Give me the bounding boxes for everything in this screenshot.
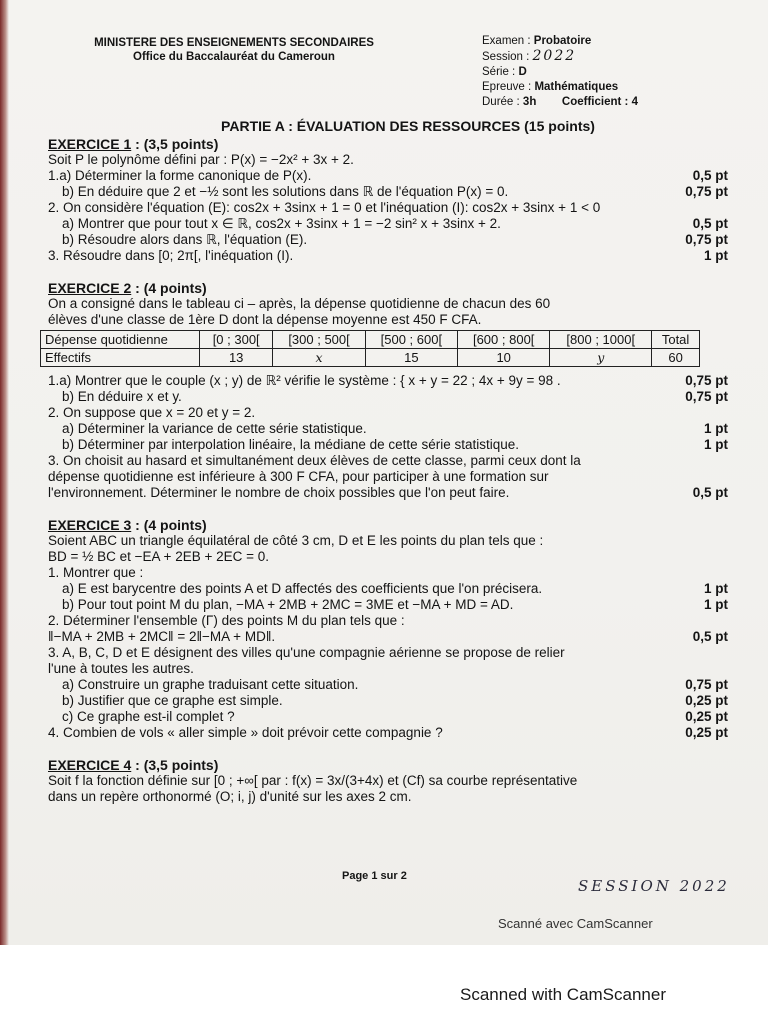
table-cell: [600 ; 800[: [458, 331, 550, 349]
question-line: [48, 184, 728, 200]
table-cell: Effectifs: [41, 349, 200, 367]
question-text: 3. On choisit au hasard et simultanément deux élèves de cette classe, parmi ceux dont la: [48, 453, 581, 468]
question-line: [48, 597, 728, 613]
question-line: [48, 645, 728, 661]
handwritten-session: SESSION 2022: [578, 877, 730, 895]
exam-document: [45, 30, 728, 805]
exercise-2-intro-2: élèves d'une classe de 1ère D dont la dépense moyenne est 450 F CFA.: [48, 312, 482, 327]
exam-info: [482, 34, 638, 110]
question-line: [48, 152, 728, 168]
camscanner-watermark: Scanné avec CamScanner: [498, 916, 653, 931]
table-cell: Dépense quotidienne: [41, 331, 200, 349]
question-text: 1. Montrer que :: [48, 565, 144, 580]
question-line: [48, 581, 728, 597]
question-text: 3. Résoudre dans [0; 2π[, l'inéquation (I).: [48, 248, 294, 263]
question-points: 1 pt: [703, 248, 728, 263]
question-line: [48, 565, 728, 581]
question-line: [48, 200, 728, 216]
question-text: b) En déduire x et y.: [62, 389, 182, 404]
question-text: 1.a) Montrer que le couple (x ; y) de ℝ² vérifie le système : { x + y = 22 ; 4x + 9y = 98 .: [48, 373, 561, 388]
ministry-block: [64, 36, 404, 64]
question-points: 1 pt: [703, 421, 728, 436]
exercise-3-body: [48, 533, 728, 741]
question-text: 4. Combien de vols « aller simple » doit prévoir cette compagnie ?: [48, 725, 443, 740]
question-line: [48, 248, 728, 264]
office-name: Office du Baccalauréat du Cameroun: [133, 51, 335, 63]
table-row: [41, 349, 700, 367]
question-line: [48, 389, 728, 405]
exam-line: Examen : Probatoire: [482, 35, 592, 47]
exercise-4-title: EXERCICE 4 : (3,5 points): [48, 757, 219, 773]
question-line: [48, 421, 728, 437]
question-line: [48, 216, 728, 232]
exercise-1-title: EXERCICE 1 : (3,5 points): [48, 136, 219, 152]
question-text: b) Déterminer par interpolation linéaire, la médiane de cette série statistique.: [62, 437, 519, 452]
exercise-2-intro-1: On a consigné dans le tableau ci – après, la dépense quotidienne de chacun des 60: [48, 296, 551, 311]
question-points: 0,5 pt: [692, 629, 728, 644]
epreuve-line: Epreuve : Mathématiques: [482, 81, 619, 93]
question-points: 1 pt: [703, 437, 728, 452]
question-line: [48, 725, 728, 741]
question-text: 2. On suppose que x = 20 et y = 2.: [48, 405, 256, 420]
table-cell: [300 ; 500[: [273, 331, 365, 349]
question-points: 0,5 pt: [692, 168, 728, 183]
table-cell: 15: [365, 349, 457, 367]
question-text: 2. Déterminer l'ensemble (Γ) des points M du plan tels que :: [48, 613, 405, 628]
question-line: [48, 232, 728, 248]
question-points: 1 pt: [703, 581, 728, 596]
exercise-3-title: EXERCICE 3 : (4 points): [48, 517, 207, 533]
table-cell: y: [550, 349, 652, 367]
question-text: a) Construire un graphe traduisant cette situation.: [62, 677, 359, 692]
duree-line: Durée : 3h Coefficient : 4: [482, 96, 638, 108]
table-cell: 60: [652, 349, 700, 367]
question-line: [48, 485, 728, 501]
table-header-row: [41, 331, 700, 349]
exam-header: [48, 30, 728, 112]
question-line: [48, 168, 728, 184]
question-points: 0,25 pt: [685, 725, 728, 740]
question-text: ‖−MA + 2MB + 2MC‖ = 2‖−MA + MD‖.: [48, 629, 276, 644]
question-text: 2. On considère l'équation (E): cos2x + 3sinx + 1 = 0 et l'inéquation (I): cos2x + 3sinx + 1 < 0: [48, 200, 601, 215]
table-cell: x: [273, 349, 365, 367]
table-cell: [0 ; 300[: [200, 331, 273, 349]
table-cell: [500 ; 600[: [365, 331, 457, 349]
question-text: BD = ½ BC et −EA + 2EB + 2EC = 0.: [48, 549, 270, 564]
camscanner-caption: Scanned with CamScanner: [460, 985, 667, 1004]
question-points: 1 pt: [703, 597, 728, 612]
question-text: b) Justifier que ce graphe est simple.: [62, 693, 283, 708]
serie-line: Série : D: [482, 66, 527, 78]
question-line: [48, 613, 728, 629]
exercise-4-body: [48, 773, 728, 805]
page-number: Page 1 sur 2: [342, 870, 407, 882]
question-text: Soient ABC un triangle équilatéral de côté 3 cm, D et E les points du plan tels que :: [48, 533, 544, 548]
exercise-2-body: [48, 373, 728, 501]
question-line: [48, 549, 728, 565]
question-line: [48, 373, 728, 389]
table-cell: 13: [200, 349, 273, 367]
table-cell: Total: [652, 331, 700, 349]
question-text: a) Déterminer la variance de cette série statistique.: [62, 421, 367, 436]
question-line: [48, 533, 728, 549]
question-text: l'une à toutes les autres.: [48, 661, 194, 676]
ministry-name: MINISTERE DES ENSEIGNEMENTS SECONDAIRES: [94, 37, 374, 49]
exercise-1-body: [48, 152, 728, 264]
question-text: b) En déduire que 2 et −½ sont les solutions dans ℝ de l'équation P(x) = 0.: [62, 184, 509, 199]
question-text: dans un repère orthonormé (O; i, j) d'unité sur les axes 2 cm.: [48, 789, 412, 804]
question-points: 0,75 pt: [685, 677, 728, 692]
question-line: [48, 453, 728, 469]
question-text: Soit f la fonction définie sur [0 ; +∞[ par : f(x) = 3x/(3+4x) et (Cf) sa courbe représentative: [48, 773, 578, 788]
page-edge-shadow: [0, 0, 9, 945]
question-points: 0,25 pt: [685, 709, 728, 724]
question-line: [48, 661, 728, 677]
question-points: 0,75 pt: [685, 184, 728, 199]
question-line: [48, 677, 728, 693]
question-text: 1.a) Déterminer la forme canonique de P(x).: [48, 168, 312, 183]
question-text: 3. A, B, C, D et E désignent des villes qu'une compagnie aérienne se propose de relier: [48, 645, 565, 660]
question-points: 0,25 pt: [685, 693, 728, 708]
exercise-2-title: EXERCICE 2 : (4 points): [48, 280, 207, 296]
question-line: [48, 773, 728, 789]
question-text: l'environnement. Déterminer le nombre de choix possibles que l'on peut faire.: [48, 485, 510, 500]
partie-a-title: PARTIE A : ÉVALUATION DES RESSOURCES (15 points): [221, 118, 595, 134]
question-line: [48, 437, 728, 453]
question-line: [48, 789, 728, 805]
question-points: 0,75 pt: [685, 232, 728, 247]
question-line: [48, 709, 728, 725]
table-cell: 10: [458, 349, 550, 367]
question-text: b) Pour tout point M du plan, −MA + 2MB + 2MC = 3ME et −MA + MD = AD.: [62, 597, 514, 612]
table-cell: [800 ; 1000[: [550, 331, 652, 349]
question-points: 0,75 pt: [685, 373, 728, 388]
question-text: c) Ce graphe est-il complet ?: [62, 709, 235, 724]
question-points: 0,75 pt: [685, 389, 728, 404]
question-text: a) Montrer que pour tout x ∈ ℝ, cos2x + 3sinx + 1 = −2 sin² x + 3sinx + 2.: [62, 216, 501, 231]
question-line: [48, 469, 728, 485]
session-line: Session : 2022: [482, 48, 577, 64]
question-line: [48, 693, 728, 709]
question-text: a) E est barycentre des points A et D affectés des coefficients que l'on précisera.: [62, 581, 543, 596]
effectifs-table: [40, 330, 700, 367]
question-text: dépense quotidienne est inférieure à 300 F CFA, pour participer à une formation sur: [48, 469, 549, 484]
question-line: [48, 405, 728, 421]
question-text: b) Résoudre alors dans ℝ, l'équation (E).: [62, 232, 308, 247]
question-line: [48, 629, 728, 645]
question-points: 0,5 pt: [692, 485, 728, 500]
question-text: Soit P le polynôme défini par : P(x) = −2x² + 3x + 2.: [48, 152, 354, 167]
question-points: 0,5 pt: [692, 216, 728, 231]
